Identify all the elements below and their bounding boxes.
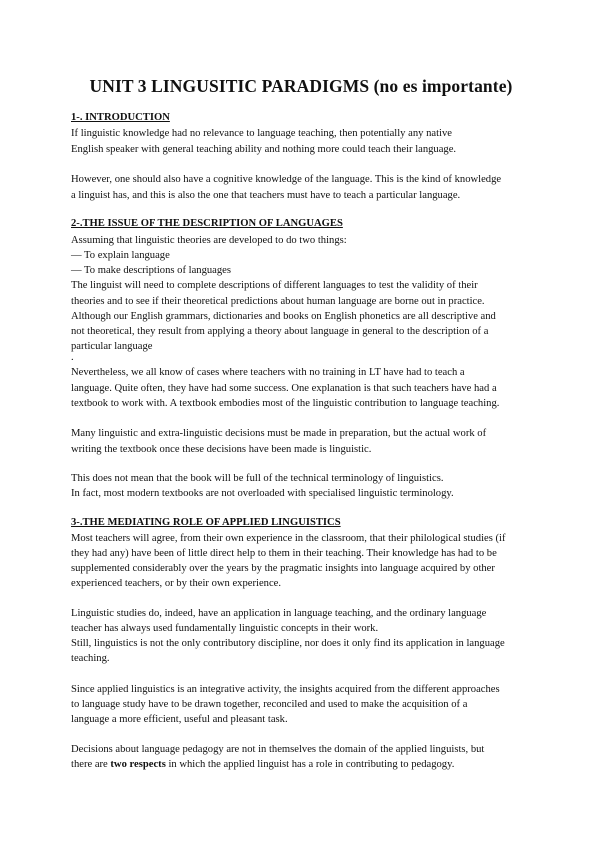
paragraph-line: particular language: [71, 341, 153, 352]
paragraph-line: language. Quite often, they have had some success. One explanation is that such teachers have had a: [71, 383, 497, 394]
section-heading-introduction: 1-. INTRODUCTION: [71, 112, 170, 123]
list-item: — To make descriptions of languages: [71, 265, 231, 276]
paragraph-line: Nevertheless, we all know of cases where teachers with no training in LT have had to teach a: [71, 367, 465, 378]
paragraph-line: In fact, most modern textbooks are not overloaded with specialised linguistic terminology.: [71, 488, 454, 499]
paragraph-line: English speaker with general teaching ability and nothing more could teach their language.: [71, 144, 457, 155]
paragraph-line: Decisions about language pedagogy are not in themselves the domain of the applied linguists, but: [71, 744, 485, 755]
emphasized-text: two respects: [110, 759, 166, 770]
paragraph-line: If linguistic knowledge had no relevance to language teaching, then potentially any native: [71, 128, 452, 139]
list-item: — To explain language: [71, 250, 170, 261]
paragraph-line: Linguistic studies do, indeed, have an application in language teaching, and the ordinary language: [71, 608, 487, 619]
paragraph-line: Since applied linguistics is an integrative activity, the insights acquired from the different approaches: [71, 684, 500, 695]
paragraph-line: [71, 758, 454, 771]
paragraph-line: teaching.: [71, 653, 110, 664]
paragraph-line: not theoretical, they result from applying a theory about language in general to the description of a: [71, 326, 489, 337]
paragraph-line: teacher has always used fundamentally linguistic concepts in their work.: [71, 623, 379, 634]
paragraph-line: This does not mean that the book will be full of the technical terminology of linguistics.: [71, 473, 444, 484]
paragraph-line: experienced teachers, or by their own experience.: [71, 578, 282, 589]
paragraph-line: language a more efficient, useful and pleasant task.: [71, 714, 288, 725]
paragraph-line: to language study have to be drawn together, reconciled and used to make the acquisition of a: [71, 699, 468, 710]
paragraph-line: they had any) have been of little direct help to them in their teaching. Their knowledge has had to be: [71, 548, 497, 559]
paragraph-line: The linguist will need to complete descriptions of different languages to test the validity of their: [71, 280, 478, 291]
paragraph-line: textbook to work with. A textbook embodies most of the linguistic contribution to language teaching.: [71, 398, 500, 409]
paragraph-line: theories and to see if their theoretical predictions about human language are borne out in practice.: [71, 296, 485, 307]
paragraph-line: However, one should also have a cognitive knowledge of the language. This is the kind of knowledge: [71, 174, 502, 185]
paragraph-line: Many linguistic and extra-linguistic decisions must be made in preparation, but the actual work of: [71, 428, 487, 439]
paragraph-line: Still, linguistics is not the only contributory discipline, nor does it only find its application in language: [71, 638, 505, 649]
paragraph-line: Most teachers will agree, from their own experience in the classroom, that their philological studies (if: [71, 533, 506, 544]
section-heading-applied-linguistics: 3-.THE MEDIATING ROLE OF APPLIED LINGUISTICS: [71, 517, 341, 528]
paragraph-line: a linguist has, and this is also the one that teachers must have to teach a particular language.: [71, 190, 461, 201]
section-heading-description: 2-.THE ISSUE OF THE DESCRIPTION OF LANGUAGES: [71, 218, 343, 229]
text-fragment: in which the applied linguist has a role in contributing to pedagogy.: [165, 759, 455, 770]
paragraph-line: Although our English grammars, dictionaries and books on English phonetics are all descriptive and: [71, 311, 496, 322]
stray-period: .: [71, 352, 74, 363]
paragraph-line: writing the textbook once these decisions have been made is linguistic.: [71, 444, 372, 455]
page-title: UNIT 3 LINGUSITIC PARADIGMS (no es importante): [89, 76, 513, 96]
text-fragment: there are: [71, 759, 111, 770]
paragraph-line: Assuming that linguistic theories are developed to do two things:: [71, 235, 347, 246]
paragraph-line: supplemented considerably over the years by the pragmatic insights into language acquired by other: [71, 563, 495, 574]
